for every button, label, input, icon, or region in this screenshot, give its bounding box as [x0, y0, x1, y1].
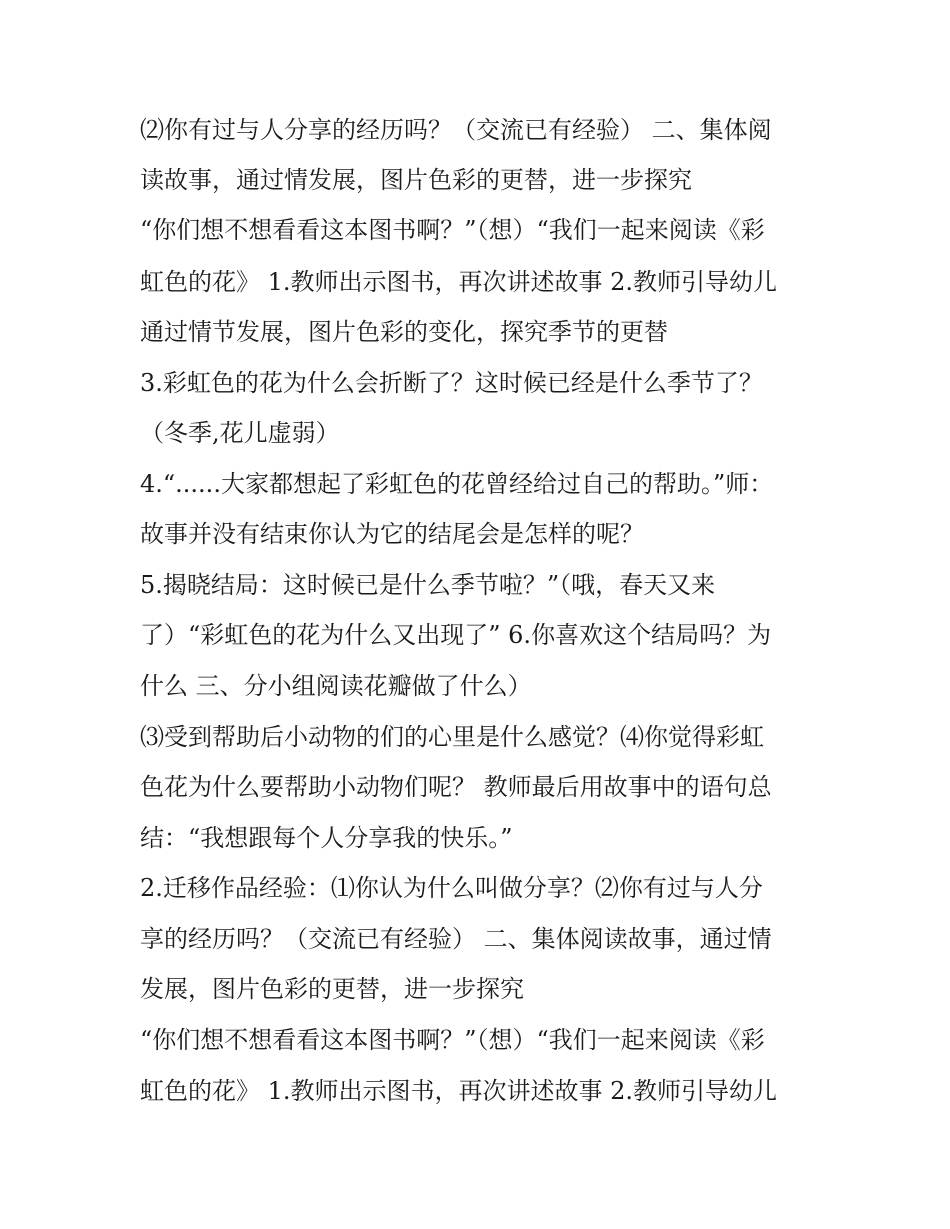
text-line: 虹色的花》 1.教师出示图书，再次讲述故事 2.教师引导幼儿: [140, 268, 778, 296]
text-line: 发展，图片色彩的更替，进一步探究: [140, 975, 524, 1003]
text-line: 享的经历吗？（交流已有经验） 二、集体阅读故事，通过情: [140, 925, 772, 953]
text-line: 故事并没有结束你认为它的结尾会是怎样的呢？: [140, 520, 644, 548]
text-line: 2.迁移作品经验：⑴你认为什么叫做分享？⑵你有过与人分: [140, 874, 763, 902]
text-line: 结：“我想跟每个人分享我的快乐。”: [140, 824, 513, 852]
text-line: 了）“彩虹色的花为什么又出现了” 6.你喜欢这个结局吗？为: [140, 621, 772, 649]
text-line: 5.揭晓结局：这时候已是什么季节啦？”（哦，春天又来: [140, 571, 716, 599]
text-line: 色花为什么要帮助小动物们呢？ 教师最后用故事中的语句总: [140, 773, 772, 801]
text-line: 读故事，通过情发展，图片色彩的更替，进一步探究: [140, 166, 692, 194]
text-line: “你们想不想看看这本图书啊？”（想）“我们一起来阅读《彩: [140, 1026, 765, 1054]
text-line: 什么 三、分小组阅读花瓣做了什么）: [140, 672, 532, 700]
text-line: ⑵你有过与人分享的经历吗？（交流已有经验） 二、集体阅: [140, 116, 772, 144]
text-line: 通过情节发展，图片色彩的变化，探究季节的更替: [140, 318, 668, 346]
text-line: “你们想不想看看这本图书啊？”（想）“我们一起来阅读《彩: [140, 216, 765, 244]
text-line: （冬季,花儿虚弱）: [140, 419, 340, 447]
text-line: 3.彩虹色的花为什么会折断了？这时候已经是什么季节了？: [140, 369, 763, 397]
text-line: 4.“......大家都想起了彩虹色的花曾经给过自己的帮助。”师：: [140, 470, 774, 498]
text-line: 虹色的花》 1.教师出示图书，再次讲述故事 2.教师引导幼儿: [140, 1077, 778, 1105]
text-line: ⑶受到帮助后小动物的们的心里是什么感觉？⑷你觉得彩虹: [140, 723, 764, 751]
